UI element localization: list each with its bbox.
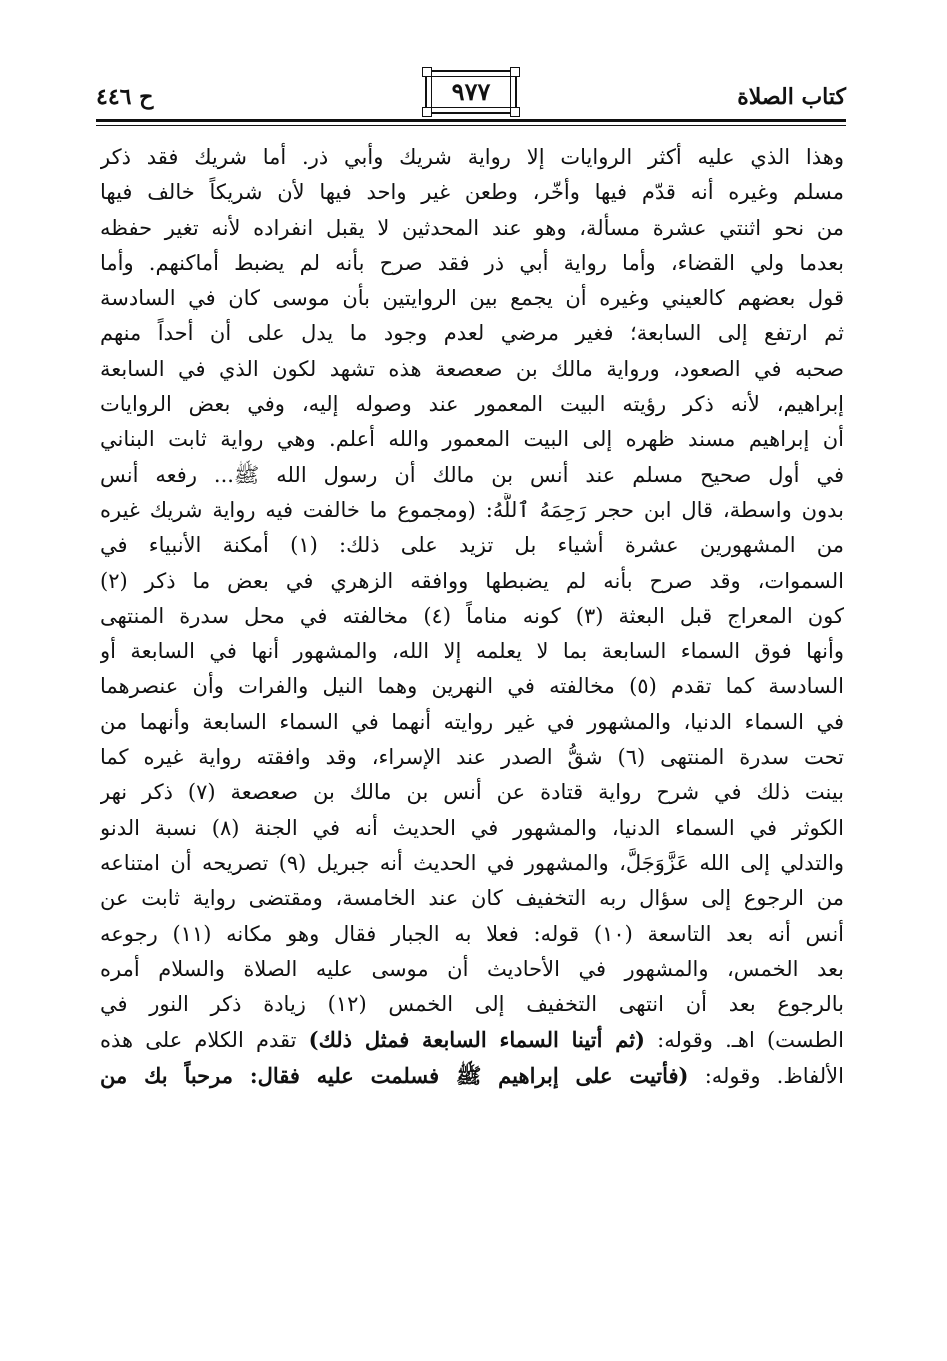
text-run: تقدم الكلام على هذه: [100, 1028, 309, 1053]
header-rule-thick: [96, 119, 846, 122]
header-rule-thin: [96, 125, 846, 126]
frame-corner-ornament: [510, 67, 520, 77]
text-line: أنس أنه بعد التاسعة (١٠) قوله: فعلا به الجبار فقال وهو مكانه (١١) رجوعه: [100, 921, 844, 946]
text-line: قول بعضهم كالعيني وغيره أن يجمع بين الروايتين بأن موسى كان في السادسة: [100, 286, 844, 311]
text-line: صحبه في الصعود، ورواية مالك بن صعصعة هذه تشهد لكون الذي في السابعة: [100, 356, 844, 381]
text-line: بعدما ولي القضاء، وأما رواية أبي ذر فقد صرح بأنه لم يضبط أماكنهم. وأما: [100, 250, 844, 275]
text-line: من الرجوع إلى سؤال ربه التخفيف كان عند الخامسة، ومقتضى رواية ثابت عن: [100, 886, 844, 911]
text-line: في السماء الدنيا، والمشهور في غير روايته أنهما في السماء السابعة وأنهما من: [100, 709, 844, 734]
frame-corner-ornament: [422, 107, 432, 117]
hadith-reference: ح ٤٤٦: [96, 84, 154, 110]
text-line: من نحو اثنتي عشرة مسألة، وهو عند المحدثين لا يقبل انفراده لأنه تغير حفظه: [100, 215, 844, 240]
text-line: بينت ذلك في شرح رواية قتادة عن أنس بن مالك بن صعصعة (٧) ذكر نهر: [100, 780, 844, 805]
text-line: السموات، وقد صرح بأنه لم يضبطها ووافقه الزهري في بعض ما ذكر (٢): [100, 568, 844, 593]
text-line: مسلم وغيره أنه قدّم فيها وأخّر، وطعن غير واحد فيها لأن شريكاً خالف فيها: [100, 180, 844, 205]
quoted-hadith-text: (ثم أتينا السماء السابعة فمثل ذلك): [308, 1027, 645, 1053]
text-line: إبراهيم، لأنه ذكر رؤيته البيت المعمور عند وصوله إليه، وفي بعض الروايات: [100, 392, 844, 417]
text-line-mixed: [100, 1058, 844, 1093]
text-line: الكوثر في السماء الدنيا، والمشهور في الحديث أنه في الجنة (٨) نسبة الدنو: [100, 815, 844, 840]
text-run: الطست) اهـ. وقوله:: [644, 1028, 844, 1053]
frame-corner-ornament: [422, 67, 432, 77]
text-line: من المشهورين عشرة أشياء بل تزيد على ذلك: (١) أمكنة الأنبياء في: [100, 533, 844, 558]
text-run: الألفاظ. وقوله:: [688, 1063, 844, 1088]
text-line: بعد الخمس، والمشهور في الأحاديث أن موسى عليه الصلاة والسلام أمره: [100, 956, 844, 981]
text-line: وهذا الذي عليه أكثر الروايات إلا رواية شريك وأبي ذر. أما شريك فقد ذكر: [100, 145, 844, 169]
text-line-mixed: [100, 1022, 844, 1057]
text-line: في أول صحيح مسلم عند أنس بن مالك أن رسول الله ﷺ... رفعه أنس: [100, 462, 844, 487]
text-line: بدون واسطة، قال ابن حجر رَحِمَهُ ٱللَّهُ: (ومجموع ما خالفت فيه رواية شريك غيره: [100, 497, 844, 522]
text-line: السادسة كما تقدم (٥) مخالفته في النهرين وهما النيل والفرات وأن عنصرهما: [100, 674, 844, 699]
quoted-hadith-text: (فأتيت على إبراهيم ﷺ فسلمت عليه فقال: مرحباً بك من: [100, 1062, 689, 1088]
page-number: ٩٧٧: [451, 77, 491, 106]
frame-corner-ornament: [510, 107, 520, 117]
text-line: تحت سدرة المنتهى (٦) شقُّ الصدر عند الإسراء، وقد وافقته رواية غيره كما: [100, 745, 844, 770]
text-line: بالرجوع بعد أن انتهى التخفيف إلى الخمس (١٢) زيادة ذكر النور في: [100, 992, 844, 1017]
text-line: وأنها فوق السماء السابعة بما لا يعلمه إلا الله، والمشهور أنها في السابعة أو: [100, 639, 844, 664]
body-text: [100, 140, 844, 1093]
book-title: كتاب الصلاة: [737, 84, 846, 110]
text-line: والتدلي إلى الله عَزَّوَجَلَّ، والمشهور في الحديث أنه جبريل (٩) تصريحه أن امتناعه: [100, 850, 844, 875]
text-line: ثم ارتفع إلى السابعة؛ فغير مرضي لعدم وجود ما يدل على أن أحداً منهم: [100, 321, 844, 346]
text-line: كون المعراج قبل البعثة (٣) كونه مناماً (٤) مخالفته في محل سدرة المنتهى: [100, 603, 844, 628]
page-number-frame: [425, 70, 517, 114]
page-header: [96, 70, 846, 118]
text-line: أن إبراهيم مسند ظهره إلى البيت المعمور والله أعلم. وهي رواية ثابت البناني: [100, 427, 844, 452]
